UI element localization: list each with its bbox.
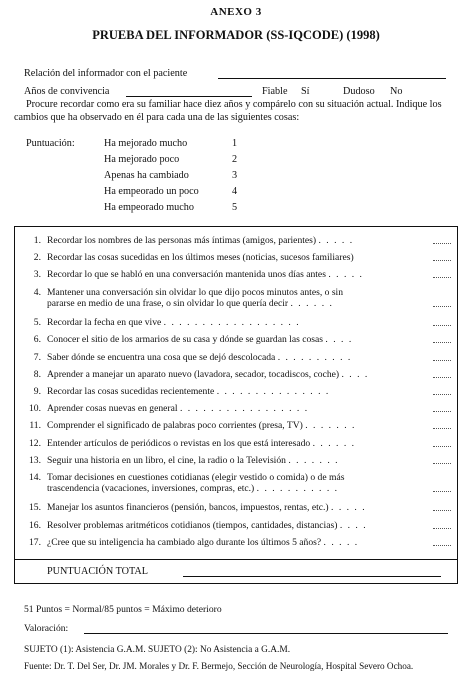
score-answer-field[interactable] — [433, 377, 451, 378]
question-line-text: Recordar los nombres de las personas más íntimas (amigos, parientes) — [47, 235, 317, 246]
question-line — [47, 455, 423, 467]
score-legend-value: 1 — [232, 138, 238, 149]
question-line-text: Recordar las cosas sucedidas en los últimos meses (noticias, sucesos familiares) — [47, 252, 354, 264]
question-text — [47, 438, 423, 450]
dot-leader: . . . . — [325, 334, 353, 346]
question-number: 17. — [29, 536, 41, 548]
question-number: 9. — [33, 385, 41, 397]
score-legend-value: 3 — [232, 170, 238, 181]
question-line — [47, 235, 423, 247]
score-legend-value: 2 — [232, 154, 238, 165]
question-text — [47, 235, 423, 247]
question-line — [47, 352, 423, 364]
question-line — [47, 483, 423, 495]
question-line-text: Manejar los asuntos financieros (pensión, bancos, impuestos, rentas, etc.) — [47, 502, 329, 514]
question-line — [47, 252, 423, 264]
score-legend-value: 5 — [232, 202, 238, 213]
question-line-text: Tomar decisiones en cuestiones cotidianas (elegir vestido o comida) o de más — [47, 471, 345, 483]
question-number: 3. — [33, 269, 41, 281]
question-number: 16. — [29, 519, 41, 531]
question-line-text: Recordar la fecha en que vive — [47, 317, 162, 329]
question-line-text: Recordar lo que se habló en una conversación mantenida unos días antes — [47, 269, 326, 281]
question-text — [47, 334, 423, 346]
score-legend-text: Ha empeorado mucho — [104, 202, 194, 213]
question-text — [47, 472, 423, 495]
question-line-text: trascendencia (vacaciones, inversiones, compras, etc.) — [47, 483, 255, 495]
question-text — [47, 386, 423, 398]
score-answer-field[interactable] — [433, 277, 451, 278]
question-line-text: Aprender cosas nuevas en general — [47, 403, 178, 415]
questionnaire-box — [14, 226, 458, 584]
score-legend-label: Puntuación: — [26, 138, 75, 149]
question-line — [47, 472, 423, 484]
question-number: 1. — [33, 235, 41, 246]
score-answer-field[interactable] — [433, 463, 451, 464]
question-line — [47, 502, 423, 514]
reliable-yes-option[interactable]: Sí — [301, 86, 310, 97]
dot-leader: . . . . . . . . . . . — [256, 483, 339, 495]
dot-leader: . . . . . . . . . . — [277, 351, 352, 363]
question-line-text: Comprender el significado de palabras poco corrientes (presa, TV) — [47, 420, 303, 432]
score-legend-row — [104, 154, 244, 170]
question-number: 13. — [29, 454, 41, 466]
question-line-text: Entender artículos de periódicos o revistas en los que está interesado — [47, 437, 311, 449]
score-answer-field[interactable] — [433, 360, 451, 361]
relation-field[interactable] — [218, 78, 446, 79]
score-legend — [104, 138, 244, 218]
question-text — [47, 420, 423, 432]
dot-leader: . . . . . — [331, 502, 367, 514]
score-answer-field[interactable] — [433, 446, 451, 447]
question-line — [47, 298, 423, 310]
score-answer-field[interactable] — [433, 528, 451, 529]
dot-leader: . . . . . . — [312, 437, 356, 449]
dot-leader: . . . . . . . — [305, 420, 356, 432]
question-line — [47, 537, 423, 549]
question-text — [47, 502, 423, 514]
dot-leader: . . . . . . . . . . . . . . . — [216, 385, 330, 397]
question-line-text: Mantener una conversación sin olvidar lo que dijo pocos minutos antes, o sin — [47, 286, 344, 298]
assessment-label: Valoración: — [24, 623, 69, 634]
score-answer-field[interactable] — [433, 510, 451, 511]
score-answer-field[interactable] — [433, 491, 451, 492]
question-number: 7. — [33, 351, 41, 363]
score-answer-field[interactable] — [433, 325, 451, 326]
score-answer-field[interactable] — [433, 243, 451, 244]
assessment-field[interactable] — [84, 633, 448, 634]
score-legend-text: Ha mejorado mucho — [104, 138, 188, 149]
total-score-field[interactable] — [183, 576, 441, 577]
total-score-row — [15, 559, 457, 585]
question-text — [47, 455, 423, 467]
question-text — [47, 352, 423, 364]
score-answer-field[interactable] — [433, 260, 451, 261]
dot-leader: . . . . . . — [290, 298, 334, 310]
score-legend-text: Ha mejorado poco — [104, 154, 180, 165]
score-answer-field[interactable] — [433, 394, 451, 395]
question-number: 6. — [33, 334, 41, 346]
dot-leader: . . . . . . . . . . . . . . . . . . — [163, 317, 301, 329]
score-legend-text: Ha empeorado un poco — [104, 186, 199, 197]
question-line-text: Aprender a manejar un aparato nuevo (lavadora, secador, tocadiscos, coche) — [47, 368, 340, 380]
question-line — [47, 334, 423, 346]
question-line — [47, 287, 423, 299]
question-line — [47, 386, 423, 398]
question-line-text: Resolver problemas aritméticos cotidianos (tiempos, cantidades, distancias) — [47, 519, 338, 531]
question-text — [47, 537, 423, 549]
dot-leader: . . . . . — [318, 235, 354, 246]
question-line-text: Saber dónde se encuentra una cosa que se dejó descolocada — [47, 351, 276, 363]
source-note: Fuente: Dr. T. Del Ser, Dr. JM. Morales y Dr. F. Bermejo, Sección de Neurología, Hospital Severo Ochoa. — [24, 661, 414, 671]
question-number: 15. — [29, 502, 41, 514]
dot-leader: . . . . . . . — [288, 454, 340, 466]
subject-note: SUJETO (1): Asistencia G.A.M. SUJETO (2): No Asistencia a G.A.M. — [24, 645, 291, 655]
question-text — [47, 520, 423, 532]
dot-leader: . . . . . . . . . . . . . . . . . — [179, 403, 309, 415]
question-text — [47, 269, 423, 281]
years-label: Años de convivencia — [24, 86, 110, 97]
question-line — [47, 403, 423, 415]
dot-leader: . . . . — [341, 368, 369, 380]
question-number: 10. — [29, 403, 41, 415]
question-text — [47, 317, 423, 329]
question-number: 14. — [29, 471, 41, 483]
reliable-label: Fiable — [262, 86, 288, 97]
question-line-text: Seguir una historia en un libro, el cine, la radio o la Televisión — [47, 454, 286, 466]
question-number: 2. — [33, 252, 41, 264]
dot-leader: . . . . . — [323, 536, 359, 548]
score-legend-row — [104, 138, 244, 154]
question-number: 5. — [33, 317, 41, 329]
score-legend-row — [104, 170, 244, 186]
question-line — [47, 317, 423, 329]
relation-label: Relación del informador con el paciente — [24, 68, 188, 79]
score-legend-row — [104, 186, 244, 202]
question-line-text: Recordar las cosas sucedidas recientemente — [47, 385, 215, 397]
question-line-text: Conocer el sitio de los armarios de su casa y dónde se guardan las cosas — [47, 334, 324, 346]
score-answer-field[interactable] — [433, 411, 451, 412]
score-legend-text: Apenas ha cambiado — [104, 170, 189, 181]
score-legend-row — [104, 202, 244, 218]
question-number: 8. — [33, 368, 41, 380]
instructions-paragraph: Procure recordar como era su familiar hace diez años y compárelo con su situación actual. Indique los cambios que ha observado en él para cada una de las siguientes cosas: — [14, 99, 442, 123]
annex-label: ANEXO 3 — [210, 6, 262, 18]
total-score-label: PUNTUACIÓN TOTAL — [47, 566, 148, 577]
question-line — [47, 438, 423, 450]
question-number: 4. — [33, 286, 41, 298]
question-number: 12. — [29, 437, 41, 449]
score-answer-field[interactable] — [433, 428, 451, 429]
question-text — [47, 252, 423, 264]
reliable-no-option[interactable]: No — [390, 86, 403, 97]
question-text — [47, 403, 423, 415]
question-line — [47, 420, 423, 432]
score-answer-field[interactable] — [433, 306, 451, 307]
question-line — [47, 269, 423, 281]
question-number: 11. — [29, 420, 41, 432]
question-text — [47, 287, 423, 310]
score-legend-value: 4 — [232, 186, 238, 197]
dot-leader: . . . . . — [328, 269, 364, 281]
points-note: 51 Puntos = Normal/85 puntos = Máximo deterioro — [24, 604, 222, 615]
question-text — [47, 369, 423, 381]
question-line-text: ¿Cree que su inteligencia ha cambiado algo durante los últimos 5 años? — [47, 536, 322, 548]
form-title: PRUEBA DEL INFORMADOR (SS-IQCODE) (1998) — [92, 28, 380, 42]
doubtful-option[interactable]: Dudoso — [343, 86, 375, 97]
question-line — [47, 520, 423, 532]
question-line-text: pararse en medio de una frase, o sin olvidar lo que quería decir — [47, 298, 289, 310]
dot-leader: . . . . — [339, 519, 368, 531]
years-field[interactable] — [126, 96, 252, 97]
question-line — [47, 369, 423, 381]
score-answer-field[interactable] — [433, 342, 451, 343]
score-answer-field[interactable] — [433, 545, 451, 546]
